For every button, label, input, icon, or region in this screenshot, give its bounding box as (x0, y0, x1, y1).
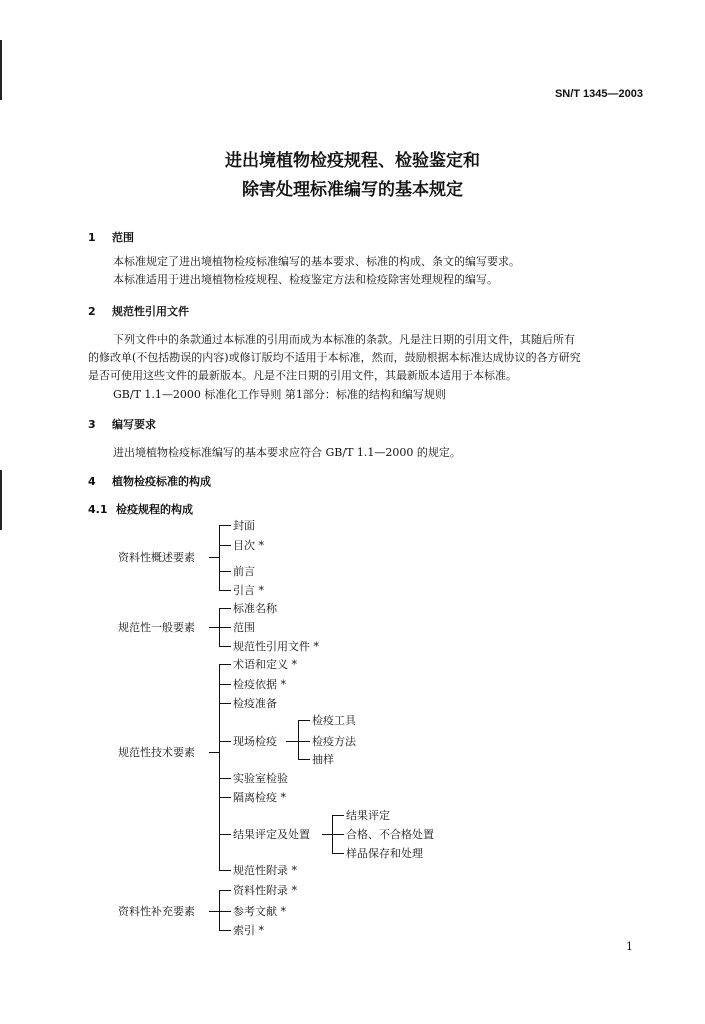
section-title: 范围 (112, 231, 134, 244)
tree-subitem: 样品保存和处理 (346, 847, 423, 860)
tree-group-label: 资料性概述要素 (118, 551, 195, 564)
tree-connector (298, 720, 310, 721)
tree-group-label: 资料性补充要素 (118, 905, 195, 918)
tree-connector (219, 608, 231, 609)
tree-item: 参考文献 * (233, 905, 286, 918)
tree-connector (332, 853, 344, 854)
section-number: 3 (88, 418, 96, 431)
tree-group-label: 规范性技术要素 (118, 746, 195, 759)
tree-item: 前言 (233, 565, 255, 578)
section-number: 1 (88, 231, 96, 244)
tree-connector (219, 571, 231, 572)
section-2-line-1: 下列文件中的条款通过本标准的引用而成为本标准的条款。凡是注日期的引用文件，其随后所有 (113, 333, 575, 346)
tree-item: 实验室检验 (233, 772, 288, 785)
scan-edge-mark (0, 470, 2, 530)
section-1-heading (88, 229, 134, 245)
document-title-line-2: 除害处理标准编写的基本规定 (242, 180, 463, 200)
tree-connector (219, 703, 231, 704)
section-title: 检疫规程的构成 (116, 503, 193, 516)
tree-connector (322, 834, 332, 835)
tree-item: 结果评定及处置 (233, 828, 310, 841)
tree-item: 目次 * (233, 539, 264, 552)
tree-connector (209, 752, 219, 753)
tree-connector (219, 664, 220, 871)
tree-connector (219, 797, 231, 798)
section-2-line-2: 的修改单(不包括勘误的内容)或修订版均不适用于本标准，然而，鼓励根据本标准达成协议的各方研究 (88, 351, 581, 364)
tree-connector (219, 590, 231, 591)
section-4-1-heading (88, 501, 193, 517)
tree-connector (332, 834, 344, 835)
tree-item: 现场检疫 (233, 735, 277, 748)
tree-connector (219, 778, 231, 779)
tree-item: 索引 * (233, 924, 264, 937)
section-3-heading (88, 416, 156, 432)
tree-connector (219, 870, 231, 871)
tree-item: 检疫准备 (233, 697, 277, 710)
tree-connector (219, 545, 231, 546)
page-number: 1 (626, 940, 633, 953)
section-title: 规范性引用文件 (112, 305, 189, 318)
section-1-paragraph-2: 本标准适用于进出境植物检疫规程、检疫鉴定方法和检疫除害处理规程的编写。 (113, 273, 498, 286)
tree-group-label: 规范性一般要素 (118, 621, 195, 634)
tree-connector (298, 720, 299, 760)
tree-connector (209, 627, 219, 628)
section-number: 2 (88, 305, 96, 318)
tree-connector (219, 525, 220, 591)
tree-connector (298, 759, 310, 760)
tree-item: 封面 (233, 519, 255, 532)
tree-item: 检疫依据 * (233, 678, 286, 691)
section-1-paragraph-1: 本标准规定了进出境植物检疫标准编写的基本要求、标准的构成、条文的编写要求。 (113, 255, 520, 268)
tree-item: 规范性引用文件 * (233, 640, 319, 653)
section-title: 植物检疫标准的构成 (112, 475, 211, 488)
tree-subitem: 结果评定 (346, 809, 390, 822)
tree-connector (219, 911, 231, 912)
tree-connector (219, 684, 231, 685)
tree-connector (332, 815, 344, 816)
tree-connector (219, 930, 231, 931)
tree-connector (286, 741, 298, 742)
tree-item: 标准名称 (233, 602, 277, 615)
tree-item: 资料性附录 * (233, 884, 297, 897)
tree-connector (219, 664, 231, 665)
section-number: 4 (88, 475, 96, 488)
tree-subitem: 检疫方法 (312, 735, 356, 748)
section-2-reference: GB/T 1.1—2000 标准化工作导则 第1部分：标准的结构和编写规则 (113, 388, 446, 401)
tree-subitem: 合格、不合格处置 (346, 828, 434, 841)
tree-subitem: 检疫工具 (312, 714, 356, 727)
standard-number: SN/T 1345—2003 (554, 88, 643, 100)
tree-item: 隔离检疫 * (233, 791, 286, 804)
section-2-heading (88, 303, 189, 319)
tree-subitem: 抽样 (312, 753, 334, 766)
section-4-heading (88, 473, 211, 489)
tree-connector (219, 646, 231, 647)
tree-item: 规范性附录 * (233, 864, 297, 877)
tree-connector (219, 627, 231, 628)
tree-connector (219, 525, 231, 526)
tree-connector (209, 911, 219, 912)
tree-item: 引言 * (233, 584, 264, 597)
tree-connector (209, 557, 219, 558)
tree-connector (219, 834, 231, 835)
section-2-line-3: 是否可使用这些文件的最新版本。凡是不注日期的引用文件，其最新版本适用于本标准。 (88, 369, 517, 382)
section-title: 编写要求 (112, 418, 156, 431)
document-title-line-1: 进出境植物检疫规程、检验鉴定和 (225, 151, 480, 171)
tree-item: 术语和定义 * (233, 658, 297, 671)
tree-connector (219, 741, 231, 742)
scan-edge-mark (0, 40, 2, 100)
section-3-paragraph: 进出境植物检疫标准编写的基本要求应符合 GB/T 1.1—2000 的规定。 (113, 446, 461, 459)
tree-connector (298, 741, 310, 742)
tree-connector (219, 890, 231, 891)
section-number: 4.1 (88, 503, 108, 516)
tree-item: 范围 (233, 621, 255, 634)
